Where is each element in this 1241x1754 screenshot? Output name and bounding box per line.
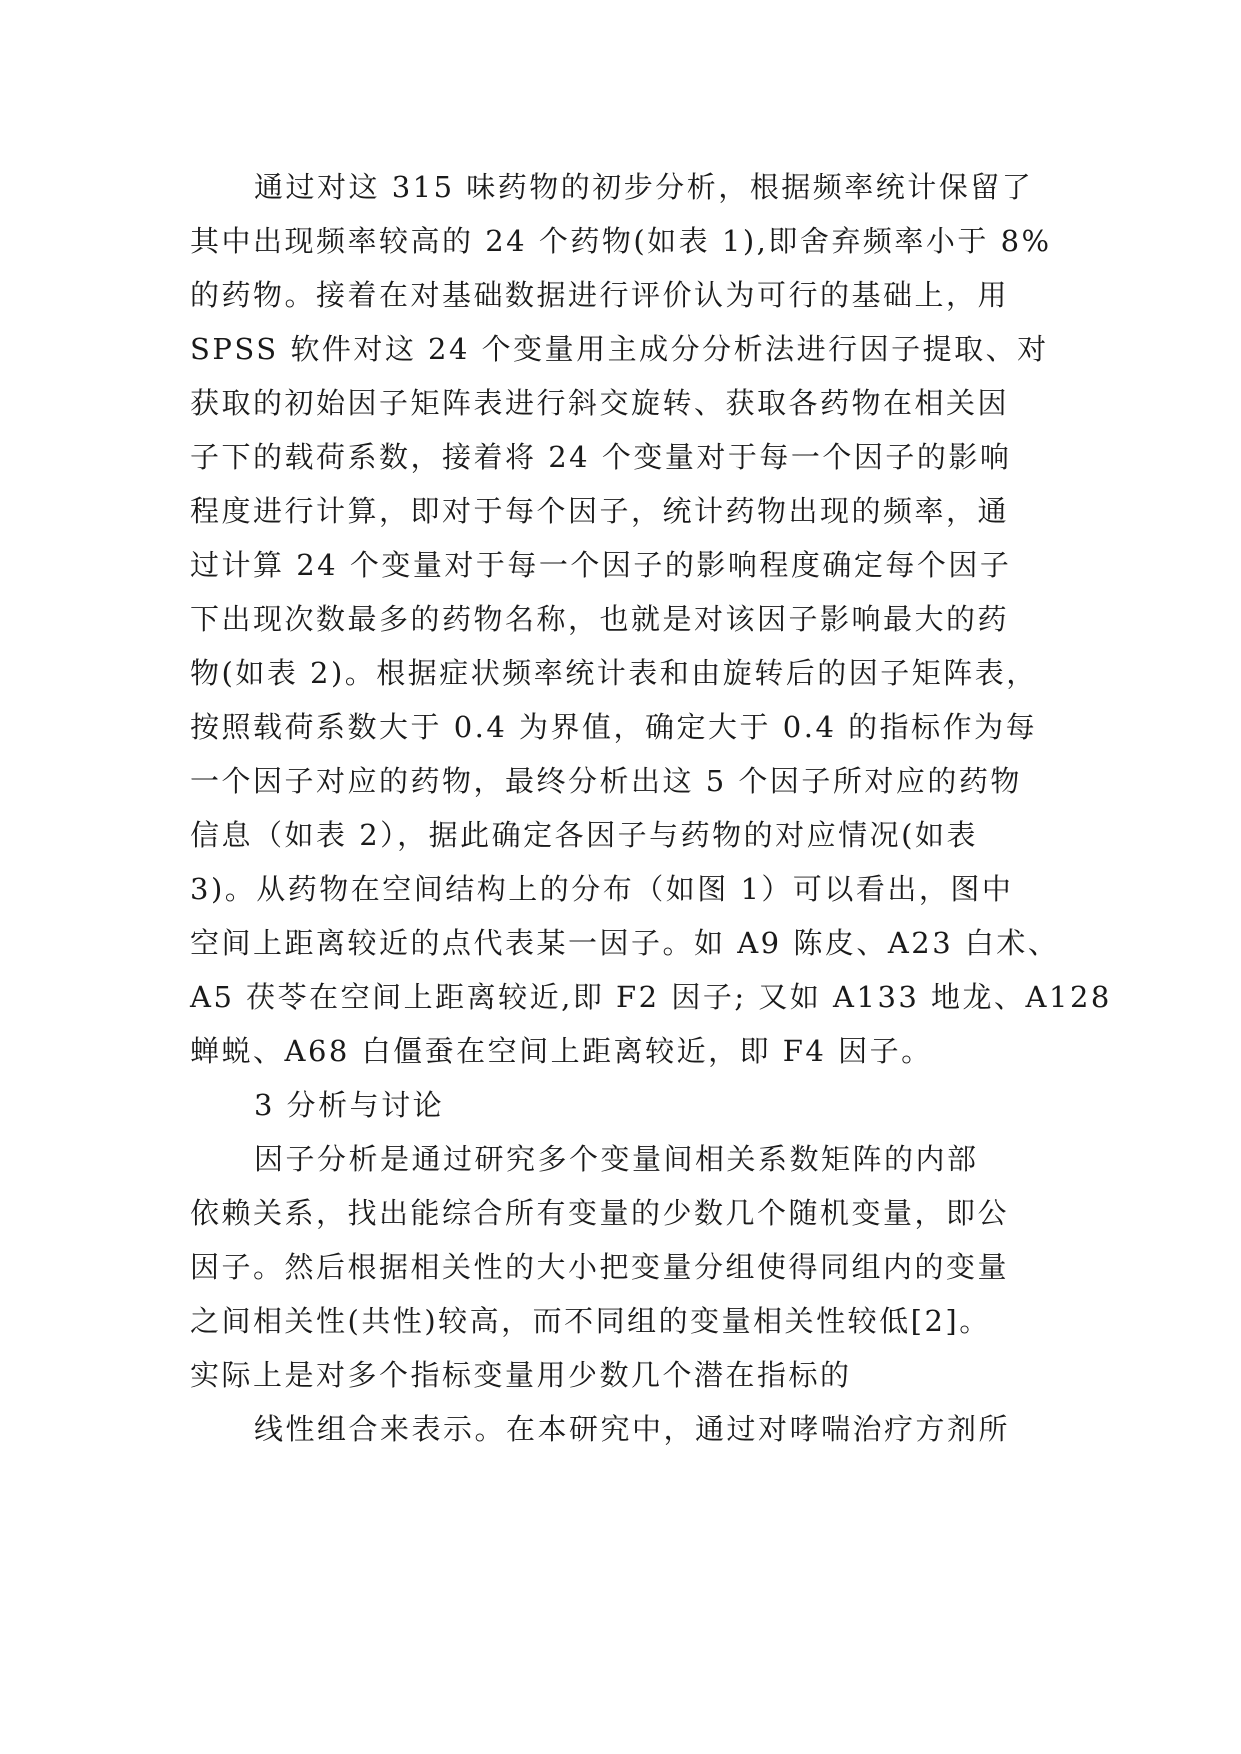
text-line: 子下的载荷系数，接着将 24 个变量对于每一个因子的影响 [190, 440, 1012, 474]
text-line: 物(如表 2)。根据症状频率统计表和由旋转后的因子矩阵表， [190, 656, 1038, 690]
text-line: 过计算 24 个变量对于每一个因子的影响程度确定每个因子 [190, 548, 1012, 582]
body-text [190, 160, 1112, 1456]
paragraph-3 [190, 1402, 1070, 1456]
text-line: 程度进行计算，即对于每个因子，统计药物出现的频率，通 [190, 494, 1010, 528]
text-line: 之间相关性(共性)较高，而不同组的变量相关性较低[2]。 [190, 1304, 991, 1338]
text-line: 因子。然后根据相关性的大小把变量分组使得同组内的变量 [190, 1250, 1010, 1284]
text-line: 一个因子对应的药物，最终分析出这 5 个因子所对应的药物 [190, 764, 1022, 798]
text-line: A5 茯苓在空间上距离较近,即 F2 因子; 又如 A133 地龙、A128 [190, 980, 1112, 1014]
paragraph-1 [190, 160, 1112, 1078]
text-line: 空间上距离较近的点代表某一因子。如 A9 陈皮、A23 白术、 [190, 926, 1060, 960]
text-line: 通过对这 315 味药物的初步分析，根据频率统计保留了 [254, 170, 1034, 204]
section-heading: 3 分析与讨论 [254, 1088, 445, 1122]
text-line: 实际上是对多个指标变量用少数几个潜在指标的 [190, 1358, 852, 1392]
text-line: 信息（如表 2），据此确定各因子与药物的对应情况(如表 [190, 818, 978, 852]
text-line: 的药物。接着在对基础数据进行评价认为可行的基础上，用 [190, 278, 1010, 312]
text-line: 按照载荷系数大于 0.4 为界值，确定大于 0.4 的指标作为每 [190, 710, 1038, 744]
text-line: 其中出现频率较高的 24 个药物(如表 1),即舍弃频率小于 8% [190, 224, 1052, 258]
text-line: 依赖关系，找出能综合所有变量的少数几个随机变量，即公 [190, 1196, 1010, 1230]
paragraph-2 [190, 1132, 1070, 1402]
text-line: SPSS 软件对这 24 个变量用主成分分析法进行因子提取、对 [190, 332, 1049, 366]
text-line: 线性组合来表示。在本研究中，通过对哮喘治疗方剂所 [254, 1412, 1011, 1446]
text-line: 获取的初始因子矩阵表进行斜交旋转、获取各药物在相关因 [190, 386, 1010, 420]
text-line: 蝉蜕、A68 白僵蚕在空间上距离较近，即 F4 因子。 [190, 1034, 933, 1068]
text-line: 因子分析是通过研究多个变量间相关系数矩阵的内部 [254, 1142, 979, 1176]
text-line: 下出现次数最多的药物名称，也就是对该因子影响最大的药 [190, 602, 1010, 636]
text-line: 3)。从药物在空间结构上的分布（如图 1）可以看出，图中 [190, 872, 1014, 906]
